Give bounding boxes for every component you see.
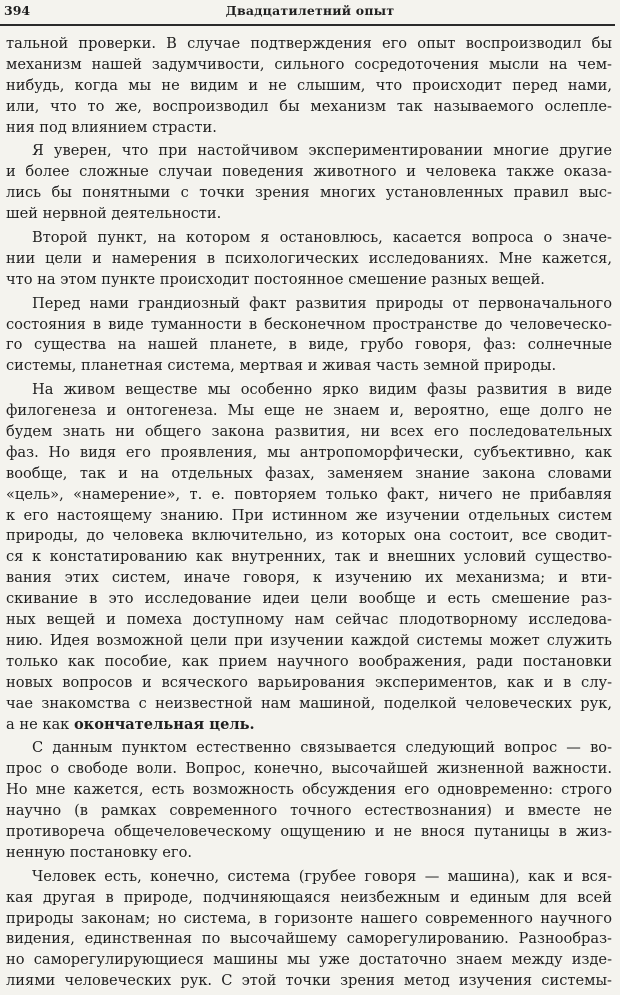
text-line: ния под влиянием страсти. bbox=[6, 118, 217, 136]
text-line: На живом веществе мы особенно ярко видим фазы развития в виде bbox=[32, 381, 612, 399]
paragraph bbox=[6, 228, 612, 291]
text-line: природы, до человека включительно, из которых она состоит, все сводит- bbox=[6, 527, 612, 545]
text-line: го существа на нашей планете, в виде, грубо говоря, фаз: солнечные bbox=[6, 336, 612, 354]
text-line: научно (в рамках современного точного естествознания) и вместе не bbox=[6, 802, 612, 820]
text-line: Второй пункт, на котором я остановлюсь, касается вопроса о значе- bbox=[32, 229, 612, 247]
text-line: шей нервной деятельности. bbox=[6, 205, 222, 223]
text-line: что на этом пункте происходит постоянное смешение разных вещей. bbox=[6, 270, 545, 288]
text-line: и более сложные случаи поведения животного и человека также оказа- bbox=[6, 163, 612, 181]
header-rule bbox=[0, 24, 615, 26]
paragraph bbox=[6, 34, 612, 138]
text-line: ся к констатированию как внутренних, так и внешних условий существо- bbox=[6, 548, 612, 566]
emphasis-text: окончательная цель. bbox=[73, 715, 255, 733]
page-header bbox=[0, 2, 620, 22]
text-line: вания этих систем, иначе говоря, к изучению их механизма; и вти- bbox=[6, 569, 612, 587]
text-line: видения, единственная по высочайшему саморегулированию. Разнообраз- bbox=[6, 930, 612, 948]
text-line: противореча общечеловеческому ощущению и не внося путаницы в жиз- bbox=[6, 822, 612, 840]
text-line: фаз. Но видя его проявления, мы антропоморфически, субъективно, как bbox=[6, 443, 612, 461]
text-line: лиями человеческих рук. С этой точки зрения метод изучения системы- bbox=[6, 972, 612, 990]
text-run: а не как bbox=[6, 715, 74, 733]
page-number: 394 bbox=[4, 3, 31, 18]
text-line: кая другая в природе, подчиняющаяся неизбежным и единым для всей bbox=[6, 888, 612, 906]
text-line: системы, планетная система, мертвая и живая часть земной природы. bbox=[6, 357, 557, 375]
text-line: новых вопросов и всяческого варьирования экспериментов, как и в слу- bbox=[6, 673, 612, 691]
text-line: Я уверен, что при настойчивом экспериментировании многие другие bbox=[32, 142, 612, 160]
text-line: чае знакомства с неизвестной нам машиной, поделкой человеческих рук, bbox=[6, 694, 612, 712]
text-line: будем знать ни общего закона развития, ни всех его последовательных bbox=[6, 423, 612, 441]
text-line: вообще, так и на отдельных фазах, заменяем знание закона словами bbox=[6, 464, 612, 482]
text-line: прос о свободе воли. Вопрос, конечно, высочайшей жизненной важности. bbox=[6, 760, 612, 778]
paragraph bbox=[6, 380, 612, 735]
text-line: скивание в это исследование идеи цели вообще и есть смешение раз- bbox=[6, 590, 612, 608]
text-line: природы законам; но система, в горизонте нашего современного научного bbox=[6, 909, 612, 927]
paragraph bbox=[6, 738, 612, 863]
text-line: С данным пунктом естественно связывается следующий вопрос — во- bbox=[32, 739, 612, 757]
text-line: нибудь, когда мы не видим и не слышим, что происходит перед нами, bbox=[6, 76, 612, 94]
text-line: Человек есть, конечно, система (грубее говоря — машина), как и вся- bbox=[32, 867, 612, 885]
text-line: но саморегулирующиеся машины мы уже достаточно знаем между изде- bbox=[6, 951, 612, 969]
running-title: Двадцатилетний опыт bbox=[225, 3, 395, 18]
text-line: Перед нами грандиозный факт развития природы от первоначального bbox=[32, 294, 612, 312]
text-line: механизм нашей задумчивости, сильного сосредоточения мысли на чем- bbox=[6, 55, 612, 73]
text-line: к его настоящему знанию. При истинном же изучении отдельных систем bbox=[6, 506, 612, 524]
text-line: «цель», «намерение», т. е. повторяем только факт, ничего не прибавляя bbox=[6, 485, 612, 503]
text-line bbox=[6, 715, 612, 736]
paragraph bbox=[6, 867, 612, 992]
paragraph bbox=[6, 141, 612, 225]
text-line: филогенеза и онтогенеза. Мы еще не знаем и, вероятно, еще долго не bbox=[6, 402, 612, 420]
body-text bbox=[6, 34, 612, 995]
text-line: нии цели и намерения в психологических исследованиях. Мне кажется, bbox=[6, 249, 612, 267]
text-line: лись бы понятными с точки зрения многих установленных правил выс- bbox=[6, 184, 612, 202]
text-line: или, что то же, воспроизводил бы механизм так называемого ослепле- bbox=[6, 97, 612, 115]
text-line: нию. Идея возможной цели при изучении каждой системы может служить bbox=[6, 631, 612, 649]
text-line: ных вещей и помеха доступному нам сейчас плодотворному исследова- bbox=[6, 611, 612, 629]
text-line: Но мне кажется, есть возможность обсуждения его одновременно: строго bbox=[6, 781, 612, 799]
text-line: тальной проверки. В случае подтверждения его опыт воспроизводил бы bbox=[6, 35, 612, 52]
paragraph bbox=[6, 294, 612, 378]
text-line: только как пособие, как прием научного воображения, ради постановки bbox=[6, 652, 612, 670]
text-line: состояния в виде туманности в бесконечном пространстве до человеческо- bbox=[6, 315, 612, 333]
text-line: ненную постановку его. bbox=[6, 843, 192, 861]
